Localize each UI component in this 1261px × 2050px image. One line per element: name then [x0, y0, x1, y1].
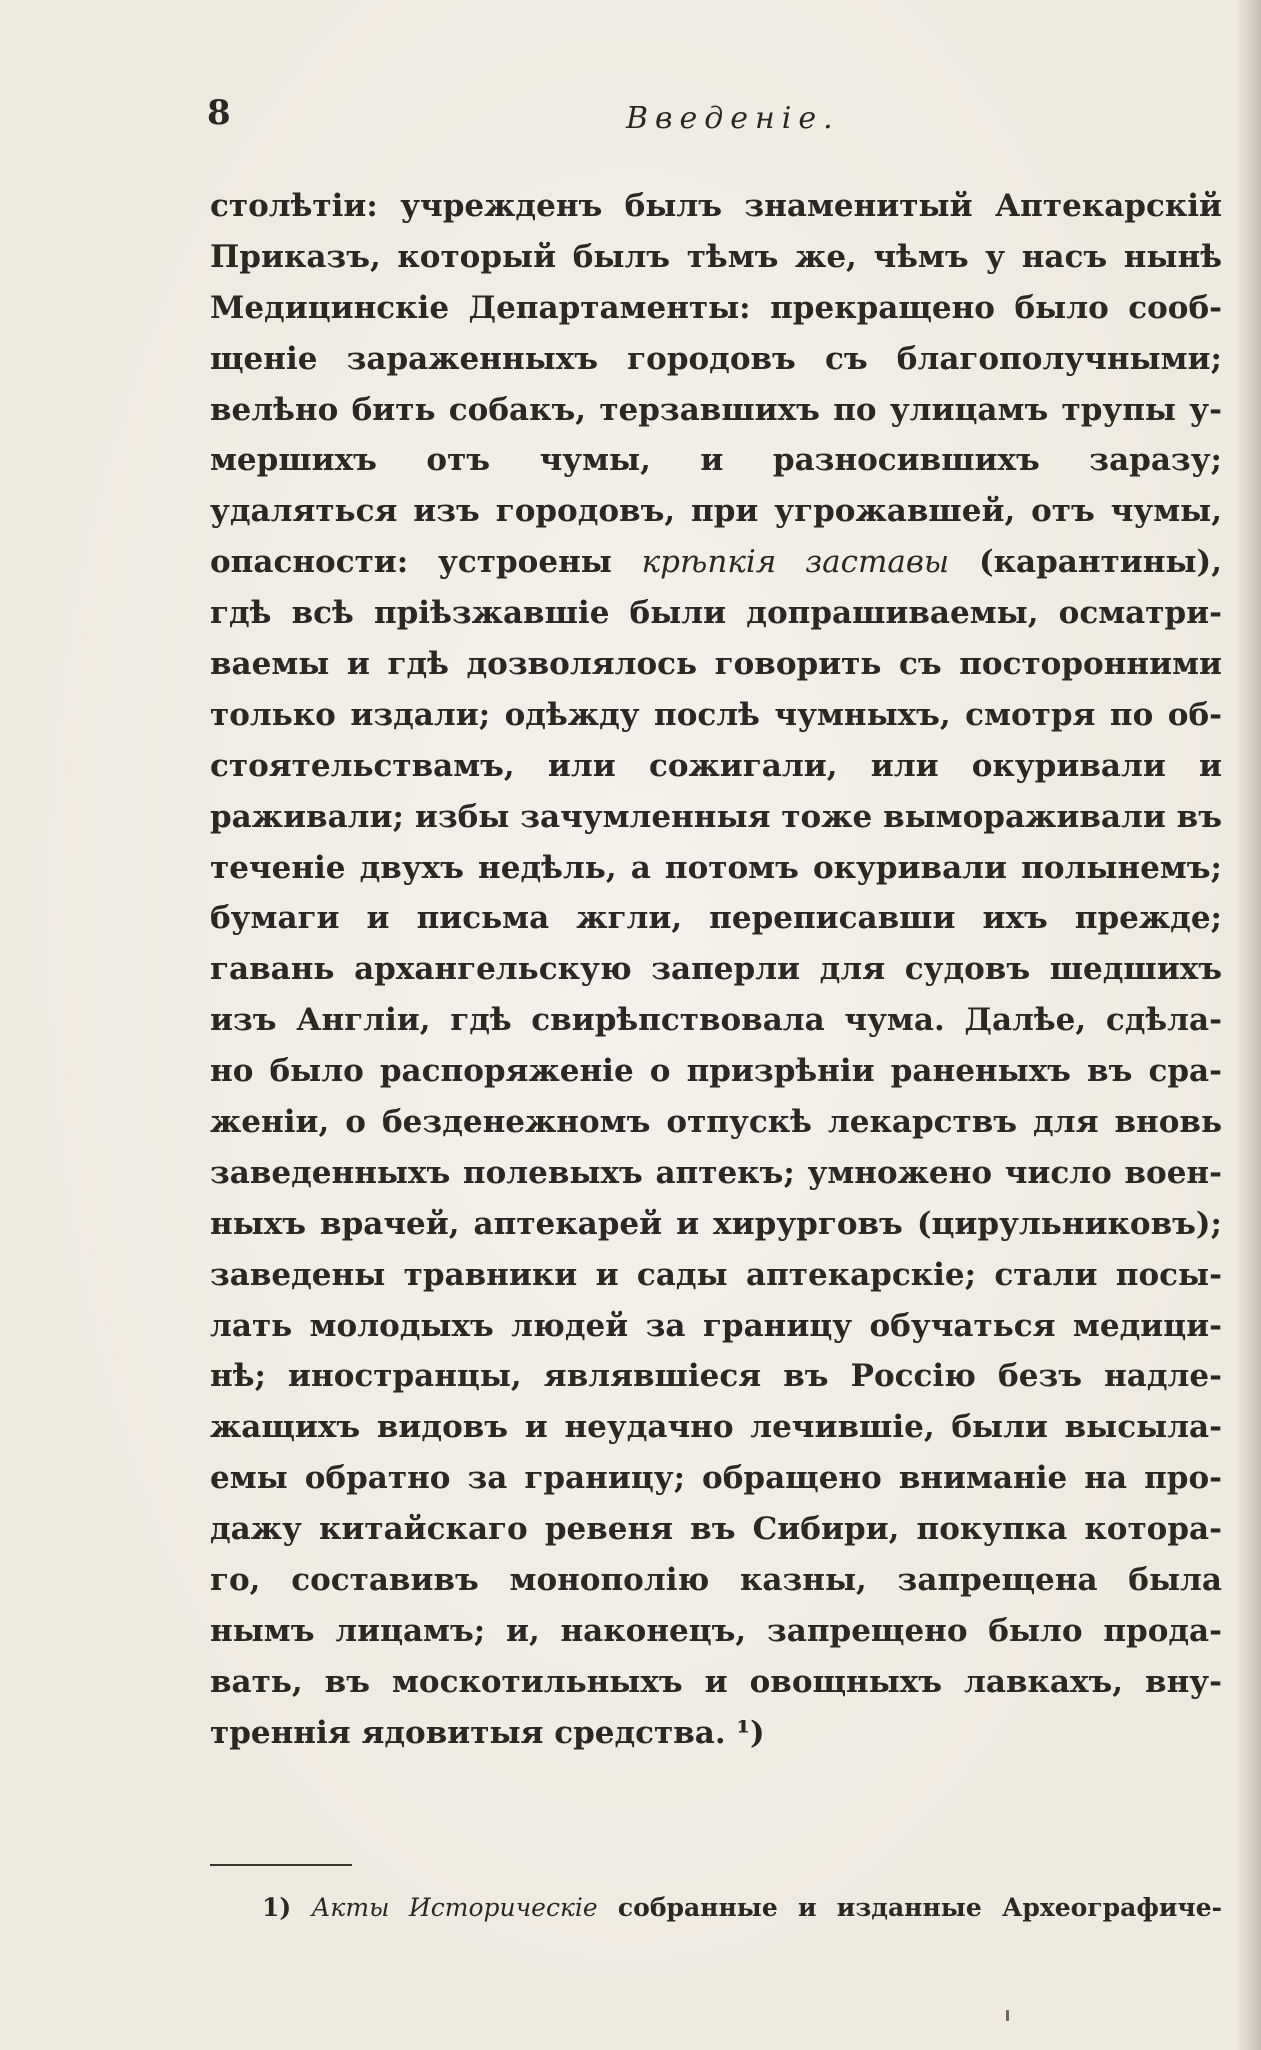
text-line — [210, 1250, 1222, 1301]
text-line — [210, 944, 1222, 995]
text-segment: изъ Англіи, гдѣ свирѣпствовала чума. Далѣе, сдѣла- — [210, 1002, 1222, 1039]
page-number: 8 — [207, 93, 231, 133]
footnote-marker: 1) — [262, 1893, 292, 1922]
text-line — [210, 893, 1222, 944]
text-line — [210, 588, 1222, 639]
text-line — [210, 1199, 1222, 1250]
text-line — [210, 537, 1222, 588]
text-line — [210, 1708, 1222, 1759]
text-segment: го, составивъ монополію казны, запрещена была — [210, 1562, 1222, 1599]
text-segment: нымъ лицамъ; и, наконецъ, запрещено было прода- — [210, 1612, 1222, 1649]
text-segment: но было распоряженіе о призрѣніи раненыхъ въ сра- — [210, 1053, 1222, 1090]
text-segment: ныхъ врачей, аптекарей и хирурговъ (цирульниковъ); — [210, 1205, 1222, 1242]
text-line — [210, 1606, 1222, 1657]
text-line — [210, 1657, 1222, 1708]
text-line — [210, 486, 1222, 537]
text-segment: мершихъ отъ чумы, и разносившихъ заразу; — [210, 442, 1222, 479]
footnote-italic-text: Акты Историческіе — [311, 1893, 598, 1922]
text-segment: ваемы и гдѣ дозволялось говорить съ посторонними — [210, 646, 1222, 683]
text-segment: велѣно бить собакъ, терзавшихъ по улицамъ трупы у- — [210, 391, 1222, 428]
text-segment: женіи, о безденежномъ отпускѣ лекарствъ для вновь — [210, 1104, 1222, 1141]
text-segment: треннія ядовитыя средства. ¹) — [210, 1714, 765, 1751]
text-segment: вать, въ москотильныхъ и овощныхъ лавкахъ, вну- — [210, 1663, 1222, 1700]
text-line — [210, 741, 1222, 792]
text-segment: заведены травники и сады аптекарскіе; стали посы- — [210, 1256, 1222, 1293]
text-line — [210, 843, 1222, 894]
text-line — [210, 334, 1222, 385]
running-head: Введеніе. — [626, 101, 840, 136]
footnote-rule — [210, 1864, 352, 1866]
text-line — [210, 1097, 1222, 1148]
text-line — [210, 1504, 1222, 1555]
text-line — [210, 639, 1222, 690]
text-line — [210, 1046, 1222, 1097]
text-line — [210, 1555, 1222, 1606]
text-segment: лать молодыхъ людей за границу обучаться медици- — [210, 1307, 1222, 1344]
text-line — [210, 283, 1222, 334]
paper-speck — [1006, 2010, 1009, 2021]
text-line — [210, 232, 1222, 283]
text-segment: бумаги и письма жгли, переписавши ихъ прежде; — [210, 900, 1222, 937]
text-line — [210, 1453, 1222, 1504]
text-segment: нѣ; иностранцы, являвшіеся въ Россію безъ надле- — [210, 1358, 1222, 1395]
text-segment: удаляться изъ городовъ, при угрожавшей, отъ чумы, — [210, 493, 1222, 530]
text-segment: гдѣ всѣ пріѣзжавшіе были допрашиваемы, осматри- — [210, 595, 1222, 632]
text-segment: только издали; одѣжду послѣ чумныхъ, смотря по об- — [210, 696, 1222, 733]
text-segment: Приказъ, который былъ тѣмъ же, чѣмъ у насъ нынѣ — [210, 238, 1222, 275]
text-segment: (карантины), — [949, 544, 1222, 581]
text-segment: жащихъ видовъ и неудачно лечившіе, были высыла- — [210, 1409, 1222, 1446]
text-segment: стоятельствамъ, или сожигали, или окуривали и — [210, 747, 1222, 784]
text-segment: Медицинскіе Департаменты: прекращено было сооб- — [210, 289, 1222, 326]
text-line — [210, 1148, 1222, 1199]
text-line — [210, 792, 1222, 843]
text-segment: дажу китайскаго ревеня въ Сибири, покупка котора- — [210, 1511, 1222, 1548]
text-line — [210, 435, 1222, 486]
text-line — [210, 181, 1222, 232]
text-line — [210, 1351, 1222, 1402]
text-line — [210, 385, 1222, 436]
italic-segment: крѣпкія заставы — [641, 544, 950, 581]
text-segment: заведенныхъ полевыхъ аптекъ; умножено число воен- — [210, 1154, 1222, 1191]
text-line — [210, 1301, 1222, 1352]
footnote-text: собранные и изданные Археографиче- — [597, 1893, 1222, 1922]
text-segment: теченіе двухъ недѣль, а потомъ окуривали полынемъ; — [210, 849, 1222, 886]
text-segment: гавань архангельскую заперли для судовъ шедшихъ — [210, 951, 1222, 988]
text-line — [210, 995, 1222, 1046]
page-edge-shadow — [1235, 0, 1261, 2050]
text-segment: опасности: устроены — [210, 544, 642, 581]
text-segment: столѣтіи: учрежденъ былъ знаменитый Аптекарскій — [210, 188, 1222, 224]
text-line — [210, 690, 1222, 741]
body-text — [210, 181, 1222, 1759]
text-segment: емы обратно за границу; обращено вниманіе на про- — [210, 1460, 1222, 1497]
text-segment: раживали; избы зачумленныя тоже вымораживали въ — [210, 798, 1222, 835]
text-line — [210, 1402, 1222, 1453]
footnote — [262, 1891, 1222, 1925]
text-segment: щеніе зараженныхъ городовъ съ благополучными; — [210, 340, 1222, 377]
